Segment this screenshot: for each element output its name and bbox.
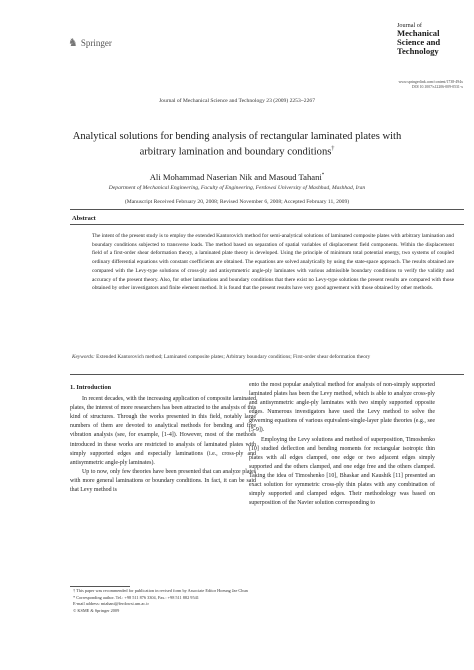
authors bbox=[0, 172, 474, 182]
paper-title bbox=[56, 130, 418, 159]
journal-reference: Journal of Mechanical Science and Technology 23 (2009) 2253~2267 bbox=[158, 98, 315, 104]
paragraph: ento the most popular analytical method for analysis of non-simply supported laminated plates has been the Levy method, which is able to analyze cross-ply and antisymmetric angle-ply laminates with two simply supported opposite edges. Numerous investigators have used the Levy method to solve the governing equations of various equivalent-single-layer plate theories (e.g., see [5-9]). bbox=[249, 382, 435, 434]
footnote: * Corresponding author. Tel.: +98 511 876 3304, Fax.: +98 511 882 9541 bbox=[73, 594, 199, 600]
divider-keywords bbox=[70, 374, 464, 375]
abstract-heading: Abstract bbox=[72, 215, 96, 222]
title-footnote-mark: † bbox=[331, 146, 335, 152]
journal-title-box bbox=[397, 22, 459, 56]
section-heading-introduction: 1. Introduction bbox=[70, 384, 112, 391]
title-text: Analytical solutions for bending analysis of rectangular laminated plates with arbitrary lamination and boundary conditions bbox=[72, 131, 402, 158]
keywords-label: Keywords: bbox=[72, 354, 95, 360]
paragraph: In recent decades, with the increasing application of composite laminated plates, the interest of more researchers has been attracted to the analysis of this kind of structures. Through the works presented in this field, notably large numbers of them are devoted to analytical methods for bending and free vibration analysis (see, for example, [1-4]). However, most of the methods introduced in these works are restricted to analysis of laminated plates with simply supported edges and especially laminations (i.e., cross-ply and antisymmetric angle-ply laminates). bbox=[70, 396, 256, 466]
journal-name-line1: Journal of bbox=[397, 22, 422, 29]
affiliation: Department of Mechanical Engineering, Faculty of Engineering, Ferdowsi University of Mashhad, Mashhad, Iran bbox=[108, 185, 366, 191]
doi[interactable]: DOI 10.1007/s12206-009-0531-x bbox=[411, 85, 463, 89]
column-left bbox=[70, 383, 256, 495]
paragraph: Employing the Levy solutions and method of superposition, Timoshenko [10] studied deflection and bending moments for rectangular isotropic thin plates with all edges clamped, one edge or two adjacent edges simply supported and the others clamped, and one edge free and the others clamped. Taking the idea of Timoshenko [10], Bhaskar and Kaushik [11] presented an exact solution for symmetric cross-ply thin plates with any combination of simply supported and clamped edges. Their methodology was based on superposition of the Navier solution corresponding to bbox=[249, 436, 435, 507]
abstract-text: The intent of the present study is to employ the extended Kantorovich method for semi-analytical solutions of laminated composite plates with arbitrary lamination and boundary conditions subjected to transverse loads. The method based on separation of spatial variables of displacement field components. Within the displacement field of a first-order shear deformation theory, a laminated plate theory is developed. Using the principle of minimum total potential energy, two systems of coupled ordinary differential equations with constant coefficients are obtained. The equations are solved analytically by using the state-space approach. The results obtained are compared with the Levy-type solutions of cross-ply and antisymmetric angle-ply laminates with various admissible boundary conditions to verify the validity and accuracy of the present theory. Also, for other laminations and boundary conditions that there exist no Levy-type solutions the present results are compared with those obtained by other investigators and finite element method. It is found that the present results have very good agreement with those obtained by other methods. bbox=[92, 233, 454, 292]
author-footnote-mark: * bbox=[321, 173, 325, 179]
footnote-divider bbox=[70, 586, 130, 587]
publisher-name: Springer bbox=[80, 37, 112, 48]
publisher-logo bbox=[68, 36, 112, 49]
footnote-email[interactable]: E-mail address: mtahani@ferdowsi.um.ac.ir bbox=[73, 601, 149, 607]
received-dates: (Manuscript Received February 20, 2008; Revised November 6, 2008; Accepted February 11, 2009) bbox=[124, 199, 350, 205]
copyright: © KSME & Springer 2009 bbox=[73, 607, 120, 613]
springer-horse-icon: ♞ bbox=[68, 37, 78, 49]
journal-url[interactable]: www.springerlink.com/content/1738-494x bbox=[398, 80, 463, 84]
footnote: † This paper was recommended for publication in revised form by Associate Editor Hoeung Jae Chun bbox=[73, 588, 248, 593]
journal-meta bbox=[393, 80, 463, 90]
author-names: Ali Mohammad Naserian Nik and Masoud Tahani bbox=[149, 172, 322, 182]
column-right bbox=[249, 381, 435, 508]
keywords bbox=[72, 353, 454, 361]
keywords-text: Extended Kantorovich method; Laminated composite plates; Arbitrary boundary conditions; First-order shear deformation theory bbox=[96, 354, 371, 360]
divider-abstract bbox=[70, 224, 464, 225]
journal-name-line2: Mechanical Science and Technology bbox=[397, 28, 441, 56]
paragraph: Up to now, only few theories have been presented that can analyze plates with more general laminations or boundary conditions. In fact, it can be said that Levy method is bbox=[70, 468, 256, 494]
footnotes bbox=[70, 588, 256, 614]
divider-top bbox=[70, 209, 464, 210]
